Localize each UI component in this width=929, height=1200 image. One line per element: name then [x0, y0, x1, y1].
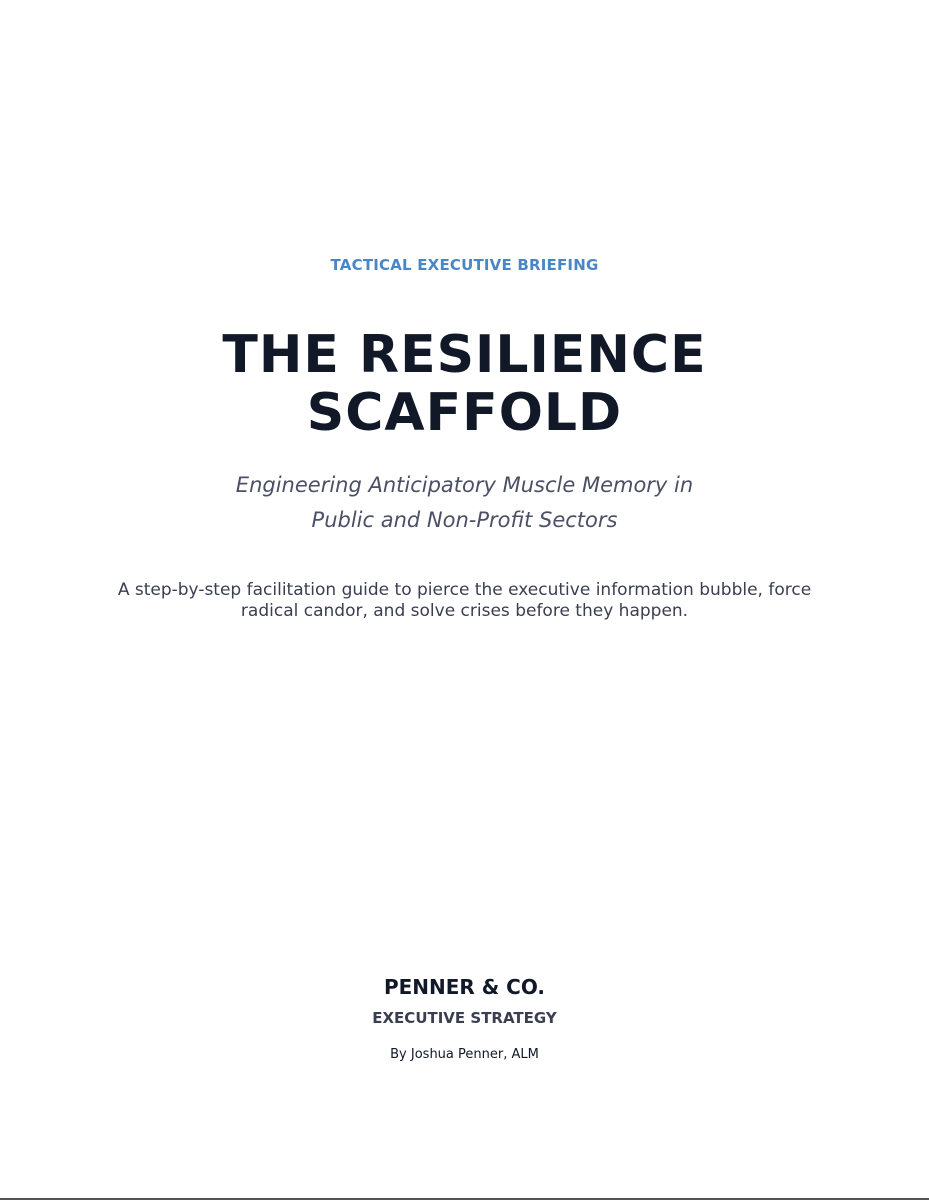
publisher-name: PENNER & CO. — [383, 975, 546, 999]
document-description — [0, 580, 929, 622]
description-line-2: radical candor, and solve crises before they happen. — [240, 601, 689, 621]
subtitle-line-1: Engineering Anticipatory Muscle Memory in — [235, 473, 694, 497]
title-line-1: THE RESILIENCE — [222, 325, 707, 385]
document-subtitle — [0, 468, 929, 538]
publisher-division: EXECUTIVE STRATEGY — [372, 1009, 557, 1027]
title-line-2: SCAFFOLD — [306, 383, 623, 443]
description-line-1: A step-by-step facilitation guide to pierce the executive information bubble, force — [117, 580, 812, 600]
subtitle-line-2: Public and Non-Profit Sectors — [311, 508, 618, 532]
document-title — [0, 326, 929, 442]
author-byline: By Joshua Penner, ALM — [390, 1047, 539, 1062]
eyebrow-label: TACTICAL EXECUTIVE BRIEFING — [330, 256, 599, 274]
